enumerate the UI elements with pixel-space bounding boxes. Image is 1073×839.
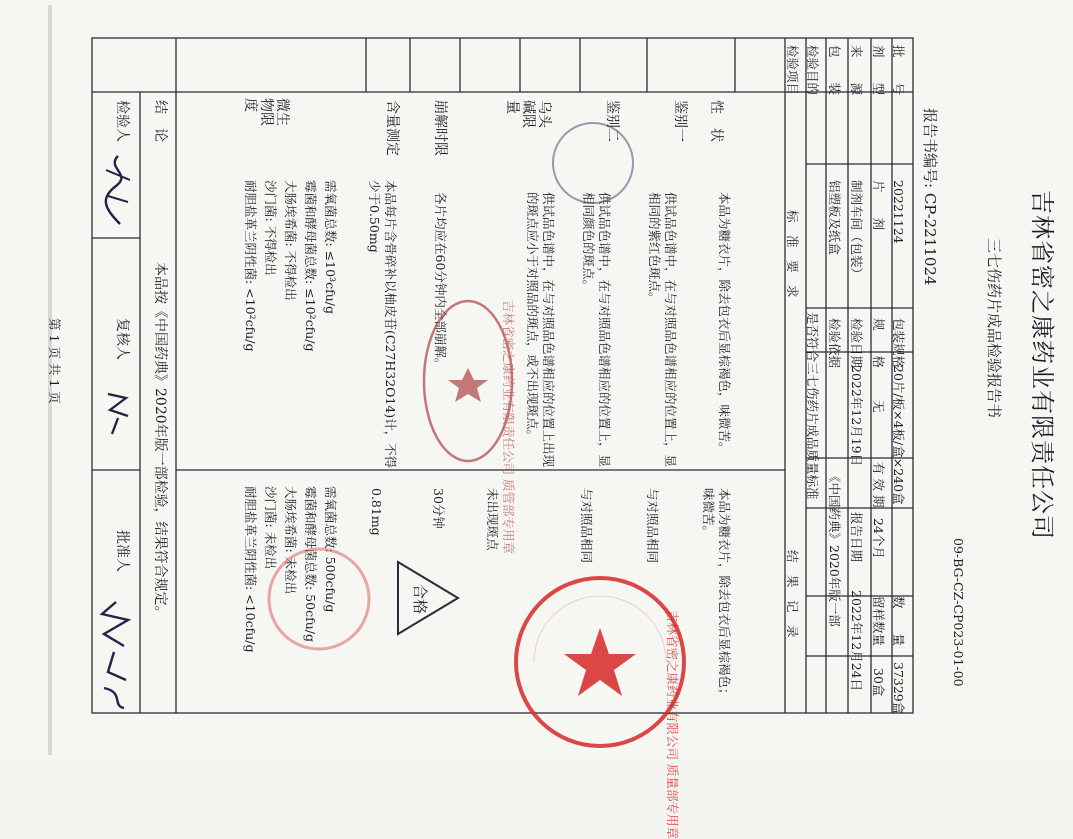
test-date-value: 2022年12月19日 — [849, 365, 864, 467]
report-date-value: 2022年12月24日 — [849, 590, 864, 692]
row-result: 30分钟 — [431, 488, 446, 529]
spec-label: 规 格 — [871, 318, 886, 369]
report-date-label: 报告日期 — [849, 512, 864, 563]
source-label: 来 源 — [849, 45, 864, 96]
report-number: 报告书编号: CP-2211024 — [921, 108, 939, 286]
micro-standard-line: 需氧菌总数: ≤10³cfu/g — [323, 180, 338, 314]
row-standard: 供试品色谱中，在与对照品色谱相应的位置上出现的斑点应小于对照品的斑点，或不出现斑点。 — [525, 192, 556, 468]
purpose-label: 检验目的 — [805, 45, 820, 96]
micro-standard-line: 耐胆盐革兰阴性菌: <10²cfu/g — [243, 180, 258, 352]
row-result: 0.81mg — [369, 488, 384, 536]
row-item: 乌头碱限量 — [504, 100, 552, 128]
test-date-label: 检验日期 — [849, 318, 864, 369]
col-standard-header: 标 准 要 求 — [785, 210, 800, 298]
form-code: 09-BG-CZ-CP023-01-00 — [951, 538, 966, 687]
row-result: 本品为糖衣片，除去包衣后显棕褐色；味微苦。 — [701, 488, 732, 701]
row-result: 未出现斑点 — [485, 488, 500, 551]
qty-label: 数 量 — [891, 596, 906, 647]
company-name: 吉林省密之康药业有限责任公司 — [1028, 190, 1056, 540]
col-item-header: 检验项目 — [785, 45, 800, 96]
pack-spec-label: 包装规格 — [891, 318, 906, 369]
basis-label: 检验依据 — [827, 318, 842, 369]
micro-standard-line: 沙门菌: 不得检出 — [263, 180, 278, 276]
approver-label: 批准人 — [114, 530, 130, 572]
row-result: 与对照品相同 — [645, 488, 660, 564]
approver-signature — [94, 596, 138, 712]
micro-result-line: 霉菌和酵母菌总数: 50cfu/g — [303, 486, 318, 642]
dosage-value: 片 剂 — [871, 180, 886, 231]
sample-qty-value: 30盒 — [871, 668, 886, 697]
conclusion-value: 本品按《中国药典》2020年版一部检验，结果符合规定。 — [152, 262, 168, 620]
micro-standard-line: 大肠埃希菌: 不得检出 — [283, 180, 298, 301]
conclusion-label: 结 论 — [152, 100, 168, 142]
row-item: 微生物限度 — [242, 98, 290, 126]
id-seal-stamp — [548, 118, 638, 208]
row-standard: 供试品色谱中，在与对照品色谱相应的位置上，显相同的紫红色斑点。 — [647, 192, 678, 468]
row-item: 鉴别一 — [672, 100, 688, 142]
pack-spec-value: 20片/板×4板/盒×240盒 — [891, 365, 906, 505]
pass-badge-text: 合格 — [411, 584, 429, 615]
validity-value: 24个月 — [871, 518, 886, 559]
dosage-label: 剂 型 — [871, 45, 886, 96]
row-item: 含量测定 — [384, 100, 400, 156]
row-standard: 本品为糖衣片，除去包衣后显棕褐色，味微苦。 — [717, 192, 732, 455]
row-item: 崩解时限 — [432, 100, 448, 156]
inspector-label: 检验人 — [114, 100, 130, 142]
faded-seal-stamp — [264, 544, 374, 654]
sample-qty-label: 留样数量 — [871, 596, 886, 647]
col-result-header: 结 果 记 录 — [785, 550, 800, 638]
validity-label: 有 效 期 — [871, 462, 886, 508]
micro-standard-line: 霉菌和酵母菌总数: ≤10²cfu/g — [303, 180, 318, 352]
micro-result-line: 需氧菌总数: 500cfu/g — [323, 486, 338, 613]
micro-result-line: 大肠埃希菌: 未检出 — [283, 486, 298, 595]
report-title: 三七伤药片成品检验报告书 — [985, 238, 1003, 419]
row-standard: 各片均应在60分钟内全部崩解。 — [433, 192, 448, 371]
micro-result-line: 耐胆盐革兰阴性菌: <10cfu/g — [243, 486, 258, 653]
package-value: 铝塑板及纸盒 — [827, 180, 842, 256]
qc-dept-seal-text: 吉林省密之康药业有限责任公司 质管部专用章 — [501, 300, 516, 554]
package-label: 包 装 — [827, 45, 842, 96]
basis-value: 《中国药典》2020年版一部 — [827, 470, 842, 627]
inspector-signature — [98, 150, 138, 230]
row-standard: 本品每片含骨碎补以柚皮苷(C27H32O14)计，不得少于0.50mg — [367, 180, 398, 469]
purpose-value: 是否符合三七伤药片成品质量标准 — [805, 312, 820, 500]
qc-seal-text: 吉林省密之康药业有限公司 质量部专用章 — [665, 610, 680, 839]
batch-value: 20221124 — [891, 180, 906, 244]
row-item: 性 状 — [708, 100, 724, 142]
page-indicator: 第 1 页 共 1 页 — [47, 318, 62, 404]
spec-value: 无 — [871, 400, 886, 413]
reviewer-label: 复核人 — [114, 318, 130, 360]
qc-seal-stamp — [510, 572, 690, 752]
source-value: 制剂车间（包装） — [849, 180, 864, 281]
row-standard: 供试品色谱中，在与对照品色谱相应的位置上，显相同颜色的斑点。 — [581, 192, 612, 468]
micro-result-line: 沙门菌: 未检出 — [263, 486, 278, 570]
row-result: 与对照品相同 — [579, 488, 594, 564]
qty-value: 37329盒 — [891, 662, 906, 715]
reviewer-signature — [100, 388, 136, 438]
batch-label: 批 号 — [891, 45, 906, 96]
row-item: 鉴别二 — [604, 100, 620, 142]
